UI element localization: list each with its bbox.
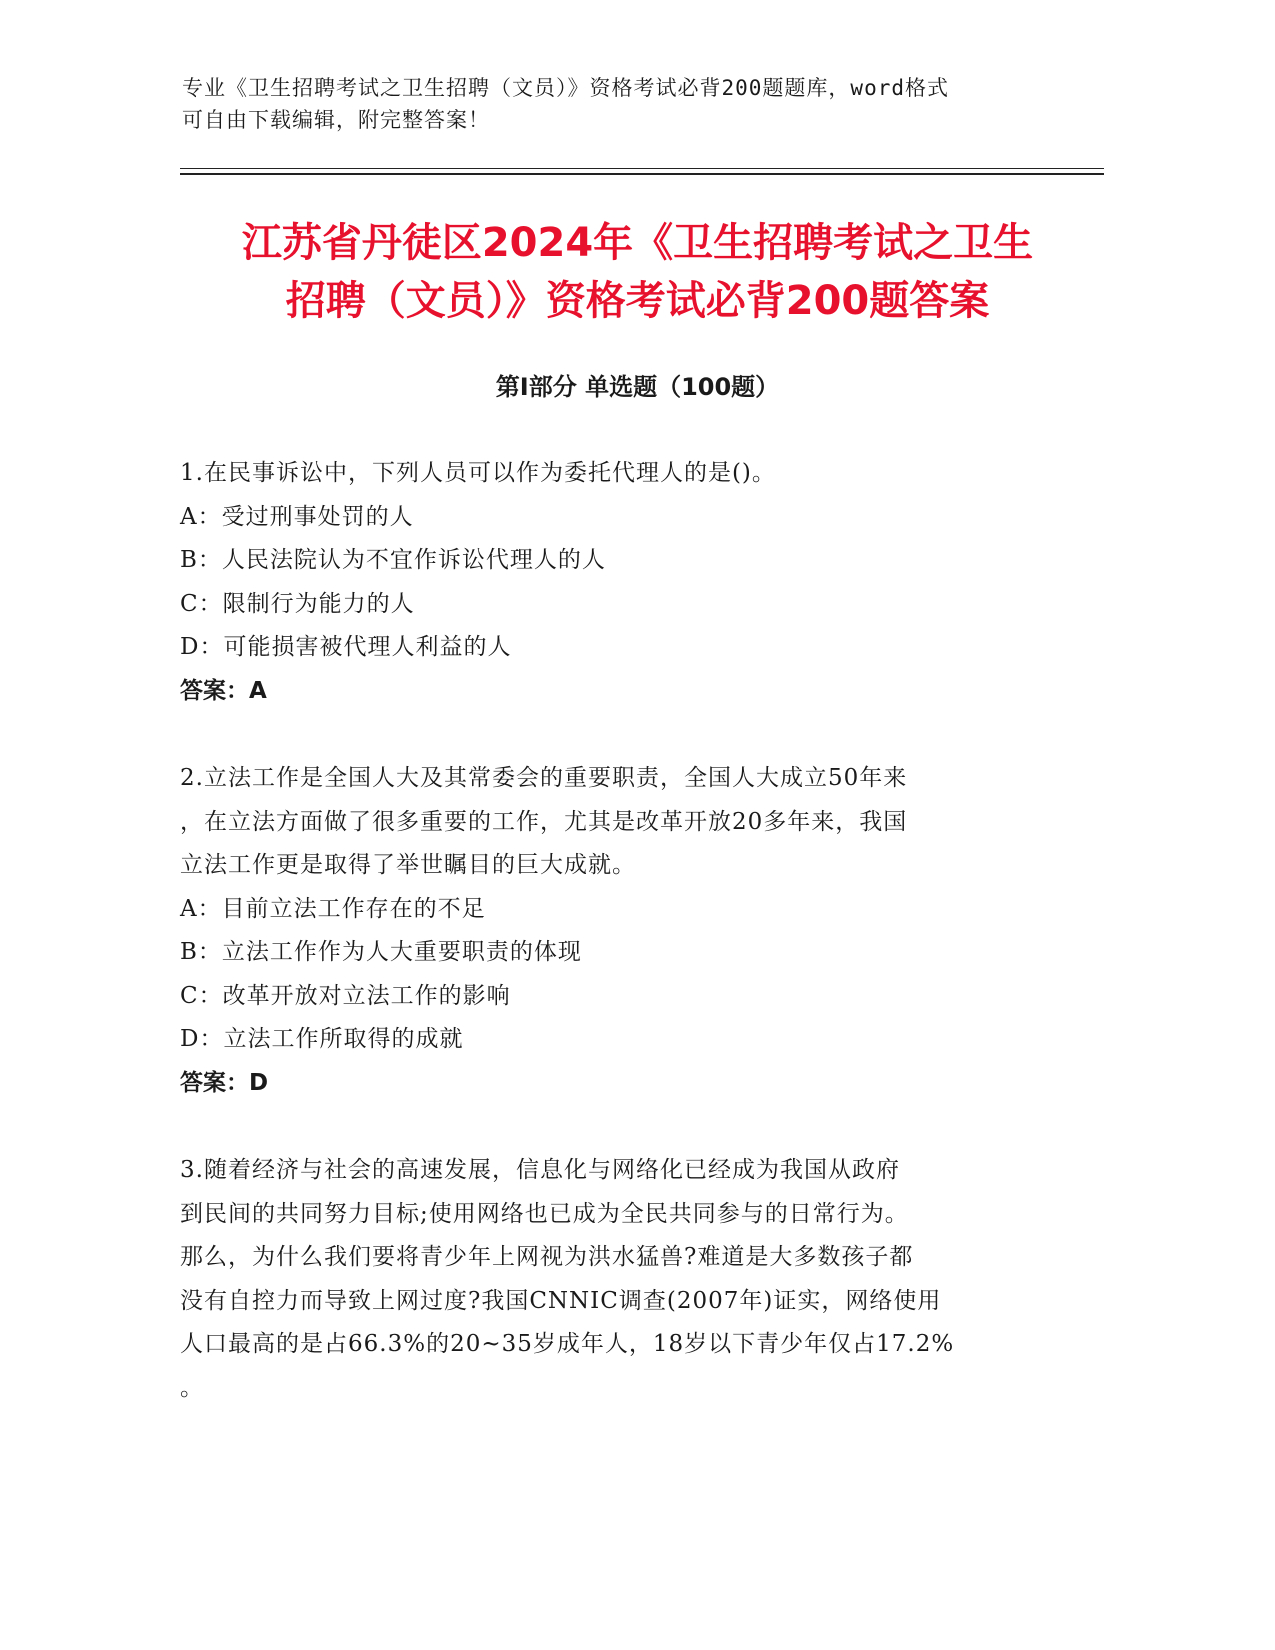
- option-c: C：改革开放对立法工作的影响: [180, 982, 511, 1009]
- question-stem-line: 没有自控力而导致上网过度?我国CNNIC调查(2007年)证实，网络使用: [180, 1287, 942, 1314]
- question-stem-line: 立法工作更是取得了举世瞩目的巨大成就。: [180, 852, 636, 878]
- option-a: A：受过刑事处罚的人: [180, 503, 414, 530]
- question-1: [180, 452, 1040, 713]
- header-note-line: 专业《卫生招聘考试之卫生招聘（文员）》资格考试必背200题题库，word格式: [182, 76, 949, 100]
- question-stem-line: 那么，为什么我们要将青少年上网视为洪水猛兽?难道是大多数孩子都: [180, 1244, 914, 1270]
- option-b: B：立法工作作为人大重要职责的体现: [180, 939, 582, 965]
- answer-label: 答案：D: [180, 1069, 269, 1096]
- option-d: D：立法工作所取得的成就: [180, 1026, 464, 1052]
- option-d: D：可能损害被代理人利益的人: [180, 634, 512, 660]
- option-c: C：限制行为能力的人: [180, 590, 415, 617]
- question-2: [180, 757, 1040, 1105]
- document-title: [150, 214, 1125, 330]
- document-title-line: 招聘（文员）》资格考试必背200题答案: [285, 278, 990, 324]
- section-title: 第Ⅰ部分 单选题（100题）: [495, 373, 780, 401]
- answer-label: 答案：A: [180, 677, 267, 704]
- question-stem-line: ，在立法方面做了很多重要的工作，尤其是改革开放20多年来，我国: [180, 808, 908, 835]
- question-stem-line: 。: [180, 1374, 204, 1401]
- option-a: A：目前立法工作存在的不足: [180, 895, 486, 922]
- question-stem-line: 3.随着经济与社会的高速发展，信息化与网络化已经成为我国从政府: [180, 1157, 900, 1183]
- option-b: B：人民法院认为不宜作诉讼代理人的人: [180, 547, 606, 573]
- question-3: [180, 1149, 1040, 1410]
- header-note: [182, 72, 1062, 136]
- question-stem-line: 人口最高的是占66.3%的20~35岁成年人，18岁以下青少年仅占17.2%: [180, 1331, 955, 1357]
- question-stem-line: 2.立法工作是全国人大及其常委会的重要职责，全国人大成立50年来: [180, 765, 908, 791]
- header-divider-bottom: [180, 173, 1104, 175]
- header-divider-top: [180, 168, 1104, 169]
- document-title-line: 江苏省丹徒区2024年《卫生招聘考试之卫生: [241, 220, 1034, 266]
- header-note-line: 可自由下载编辑，附完整答案！: [182, 108, 490, 132]
- question-stem-line: 1.在民事诉讼中，下列人员可以作为委托代理人的是()。: [180, 460, 776, 486]
- question-stem-line: 到民间的共同努力目标;使用网络也已成为全民共同参与的日常行为。: [180, 1200, 909, 1227]
